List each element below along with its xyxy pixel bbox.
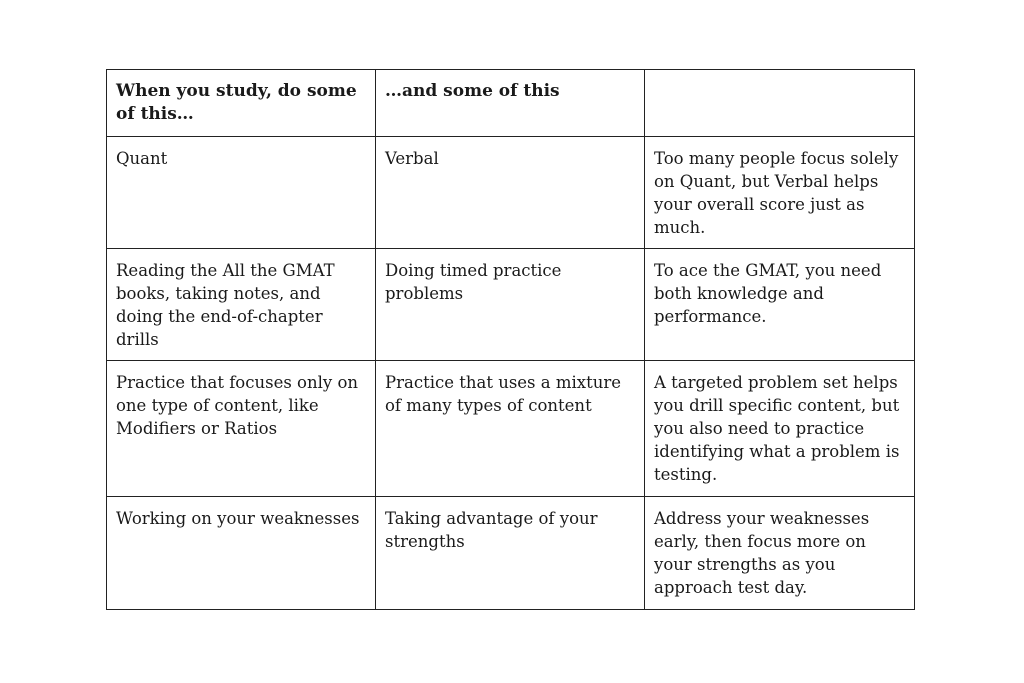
- table-cell: Practice that uses a mixture of many types of content: [376, 361, 645, 497]
- table-row: [107, 361, 915, 497]
- table-row: [107, 249, 915, 361]
- table-cell: A targeted problem set helps you drill specific content, but you also need to practice identifying what a problem is testing.: [645, 361, 915, 497]
- table-row: [107, 497, 915, 610]
- table-header-row: [107, 70, 915, 137]
- table-cell: Doing timed practice problems: [376, 249, 645, 361]
- table-cell: Address your weaknesses early, then focus more on your strengths as you approach test day.: [645, 497, 915, 610]
- table-cell: Practice that focuses only on one type of content, like Modifiers or Ratios: [107, 361, 376, 497]
- table-cell: To ace the GMAT, you need both knowledge and performance.: [645, 249, 915, 361]
- table-cell: Working on your weaknesses: [107, 497, 376, 610]
- header-cell-do-this: When you study, do some of this…: [107, 70, 376, 137]
- table-cell: Taking advantage of your strengths: [376, 497, 645, 610]
- table-cell: Verbal: [376, 137, 645, 249]
- table-row: [107, 137, 915, 249]
- header-cell-notes: [645, 70, 915, 137]
- table-cell: Too many people focus solely on Quant, but Verbal helps your overall score just as much.: [645, 137, 915, 249]
- study-comparison-table: [106, 69, 915, 610]
- table-cell: Reading the All the GMAT books, taking notes, and doing the end-of-chapter drills: [107, 249, 376, 361]
- header-cell-and-this: …and some of this: [376, 70, 645, 137]
- table-cell: Quant: [107, 137, 376, 249]
